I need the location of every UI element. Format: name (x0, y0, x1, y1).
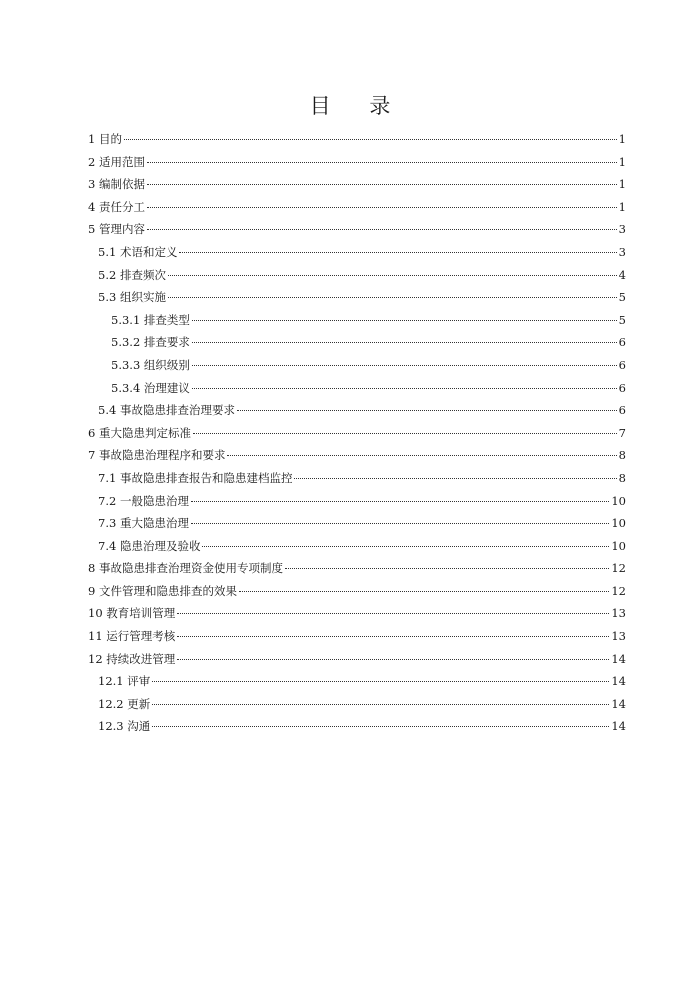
toc-entry[interactable] (88, 580, 626, 603)
toc-entry-page-number: 14 (611, 651, 626, 666)
dot-leader (147, 162, 617, 163)
toc-entry[interactable] (88, 128, 626, 151)
toc-entry[interactable] (88, 241, 626, 264)
toc-entry-title: 6 重大隐患判定标准 (88, 425, 191, 440)
dot-leader (179, 252, 616, 253)
toc-entry-page-number: 3 (618, 244, 626, 259)
toc-entry-page-number: 1 (618, 199, 626, 214)
toc-entry[interactable] (88, 422, 626, 445)
dot-leader (124, 139, 617, 140)
dot-leader (177, 636, 609, 637)
toc-entry-title: 9 文件管理和隐患排查的效果 (88, 583, 237, 598)
toc-entry-title: 5.1 术语和定义 (98, 244, 178, 259)
toc-entry[interactable] (88, 670, 626, 693)
dot-leader (147, 229, 617, 230)
toc-entry-page-number: 8 (618, 470, 626, 485)
toc-entry-page-number: 12 (611, 583, 626, 598)
dot-leader (177, 613, 609, 614)
toc-entry[interactable] (88, 354, 626, 377)
toc-entry[interactable] (88, 557, 626, 580)
dot-leader (192, 342, 617, 343)
toc-entry-title: 7.4 隐患治理及验收 (98, 538, 201, 553)
dot-leader (152, 704, 609, 705)
toc-entry[interactable] (88, 173, 626, 196)
toc-entry[interactable] (88, 264, 626, 287)
dot-leader (239, 591, 609, 592)
dot-leader (191, 501, 609, 502)
toc-entry-page-number: 10 (611, 538, 626, 553)
dot-leader (192, 388, 617, 389)
toc-entry-page-number: 12 (611, 561, 626, 576)
toc-entry-page-number: 6 (618, 335, 626, 350)
dot-leader (285, 568, 609, 569)
toc-entry[interactable] (88, 512, 626, 535)
toc-entry-title: 5.2 排查频次 (98, 267, 166, 282)
toc-entry-page-number: 1 (618, 177, 626, 192)
toc-entry-page-number: 5 (618, 312, 626, 327)
toc-entry-title: 7.3 重大隐患治理 (98, 516, 189, 531)
toc-entry-page-number: 7 (618, 425, 626, 440)
toc-entry[interactable] (88, 693, 626, 716)
toc-entry-page-number: 10 (611, 493, 626, 508)
toc-entry-title: 5.3.1 排查类型 (111, 312, 190, 327)
dot-leader (147, 184, 617, 185)
toc-entry-title: 5.3.4 治理建议 (111, 380, 190, 395)
toc-entry[interactable] (88, 196, 626, 219)
toc-entry-title: 7.1 事故隐患排查报告和隐患建档监控 (98, 470, 293, 485)
toc-entry[interactable] (88, 151, 626, 174)
toc-title: 目 录 (309, 94, 407, 118)
dot-leader (191, 523, 609, 524)
dot-leader (177, 659, 609, 660)
dot-leader (227, 455, 616, 456)
toc-entry-title: 1 目的 (88, 132, 122, 146)
toc-entry[interactable] (88, 444, 626, 467)
dot-leader (192, 365, 617, 366)
dot-leader (202, 546, 609, 547)
dot-leader (192, 320, 617, 321)
toc-entry[interactable] (88, 648, 626, 671)
toc-entry-page-number: 8 (618, 448, 626, 463)
toc-entry-page-number: 14 (611, 674, 626, 689)
toc-entry-page-number: 14 (611, 719, 626, 734)
toc-entry-title: 5.3 组织实施 (98, 290, 166, 305)
dot-leader (152, 681, 609, 682)
toc-entry[interactable] (88, 218, 626, 241)
dot-leader (237, 410, 617, 411)
toc-entry[interactable] (88, 490, 626, 513)
toc-entry[interactable] (88, 602, 626, 625)
toc-entry-title: 3 编制依据 (88, 177, 145, 192)
dot-leader (193, 433, 617, 434)
toc-entry-page-number: 13 (611, 629, 626, 644)
toc-entry-page-number: 6 (618, 380, 626, 395)
toc-entry[interactable] (88, 625, 626, 648)
toc-entry[interactable] (88, 331, 626, 354)
toc-entry-title: 11 运行管理考核 (88, 629, 176, 644)
toc-entry-page-number: 10 (611, 516, 626, 531)
dot-leader (168, 297, 617, 298)
toc-entry-title: 2 适用范围 (88, 154, 145, 169)
toc-entry[interactable] (88, 309, 626, 332)
toc-entry[interactable] (88, 467, 626, 490)
toc-entry-title: 7.2 一般隐患治理 (98, 493, 189, 508)
toc-entry-page-number: 5 (618, 290, 626, 305)
toc-entry[interactable] (88, 535, 626, 558)
dot-leader (168, 275, 617, 276)
toc-entry-title: 5 管理内容 (88, 222, 145, 237)
toc-entry-title: 7 事故隐患治理程序和要求 (88, 448, 226, 463)
toc-entry-page-number: 6 (618, 403, 626, 418)
toc-entry-title: 5.3.3 组织级别 (111, 357, 190, 372)
toc-entry-page-number: 1 (618, 132, 626, 146)
toc-entry-title: 12.1 评审 (98, 674, 151, 689)
toc-entry-page-number: 14 (611, 696, 626, 711)
toc-entry[interactable] (88, 715, 626, 738)
toc-entry-page-number: 3 (618, 222, 626, 237)
toc-entry[interactable] (88, 399, 626, 422)
toc-entry[interactable] (88, 286, 626, 309)
toc-entry-title: 5.4 事故隐患排查治理要求 (98, 403, 235, 418)
toc-entry-page-number: 6 (618, 357, 626, 372)
dot-leader (147, 207, 617, 208)
dot-leader (294, 478, 616, 479)
toc-entry-title: 12.3 沟通 (98, 719, 151, 734)
table-of-contents (88, 128, 626, 738)
toc-entry-title: 12 持续改进管理 (88, 651, 176, 666)
toc-entry-title: 4 责任分工 (88, 199, 145, 214)
toc-entry-title: 5.3.2 排查要求 (111, 335, 190, 350)
toc-entry-title: 12.2 更新 (98, 696, 151, 711)
toc-entry-page-number: 1 (618, 154, 626, 169)
dot-leader (152, 726, 609, 727)
toc-entry-page-number: 13 (611, 606, 626, 621)
toc-entry-title: 10 教育培训管理 (88, 606, 176, 621)
toc-entry-title: 8 事故隐患排查治理资金使用专项制度 (88, 561, 283, 576)
toc-entry[interactable] (88, 377, 626, 400)
toc-entry-page-number: 4 (618, 267, 626, 282)
